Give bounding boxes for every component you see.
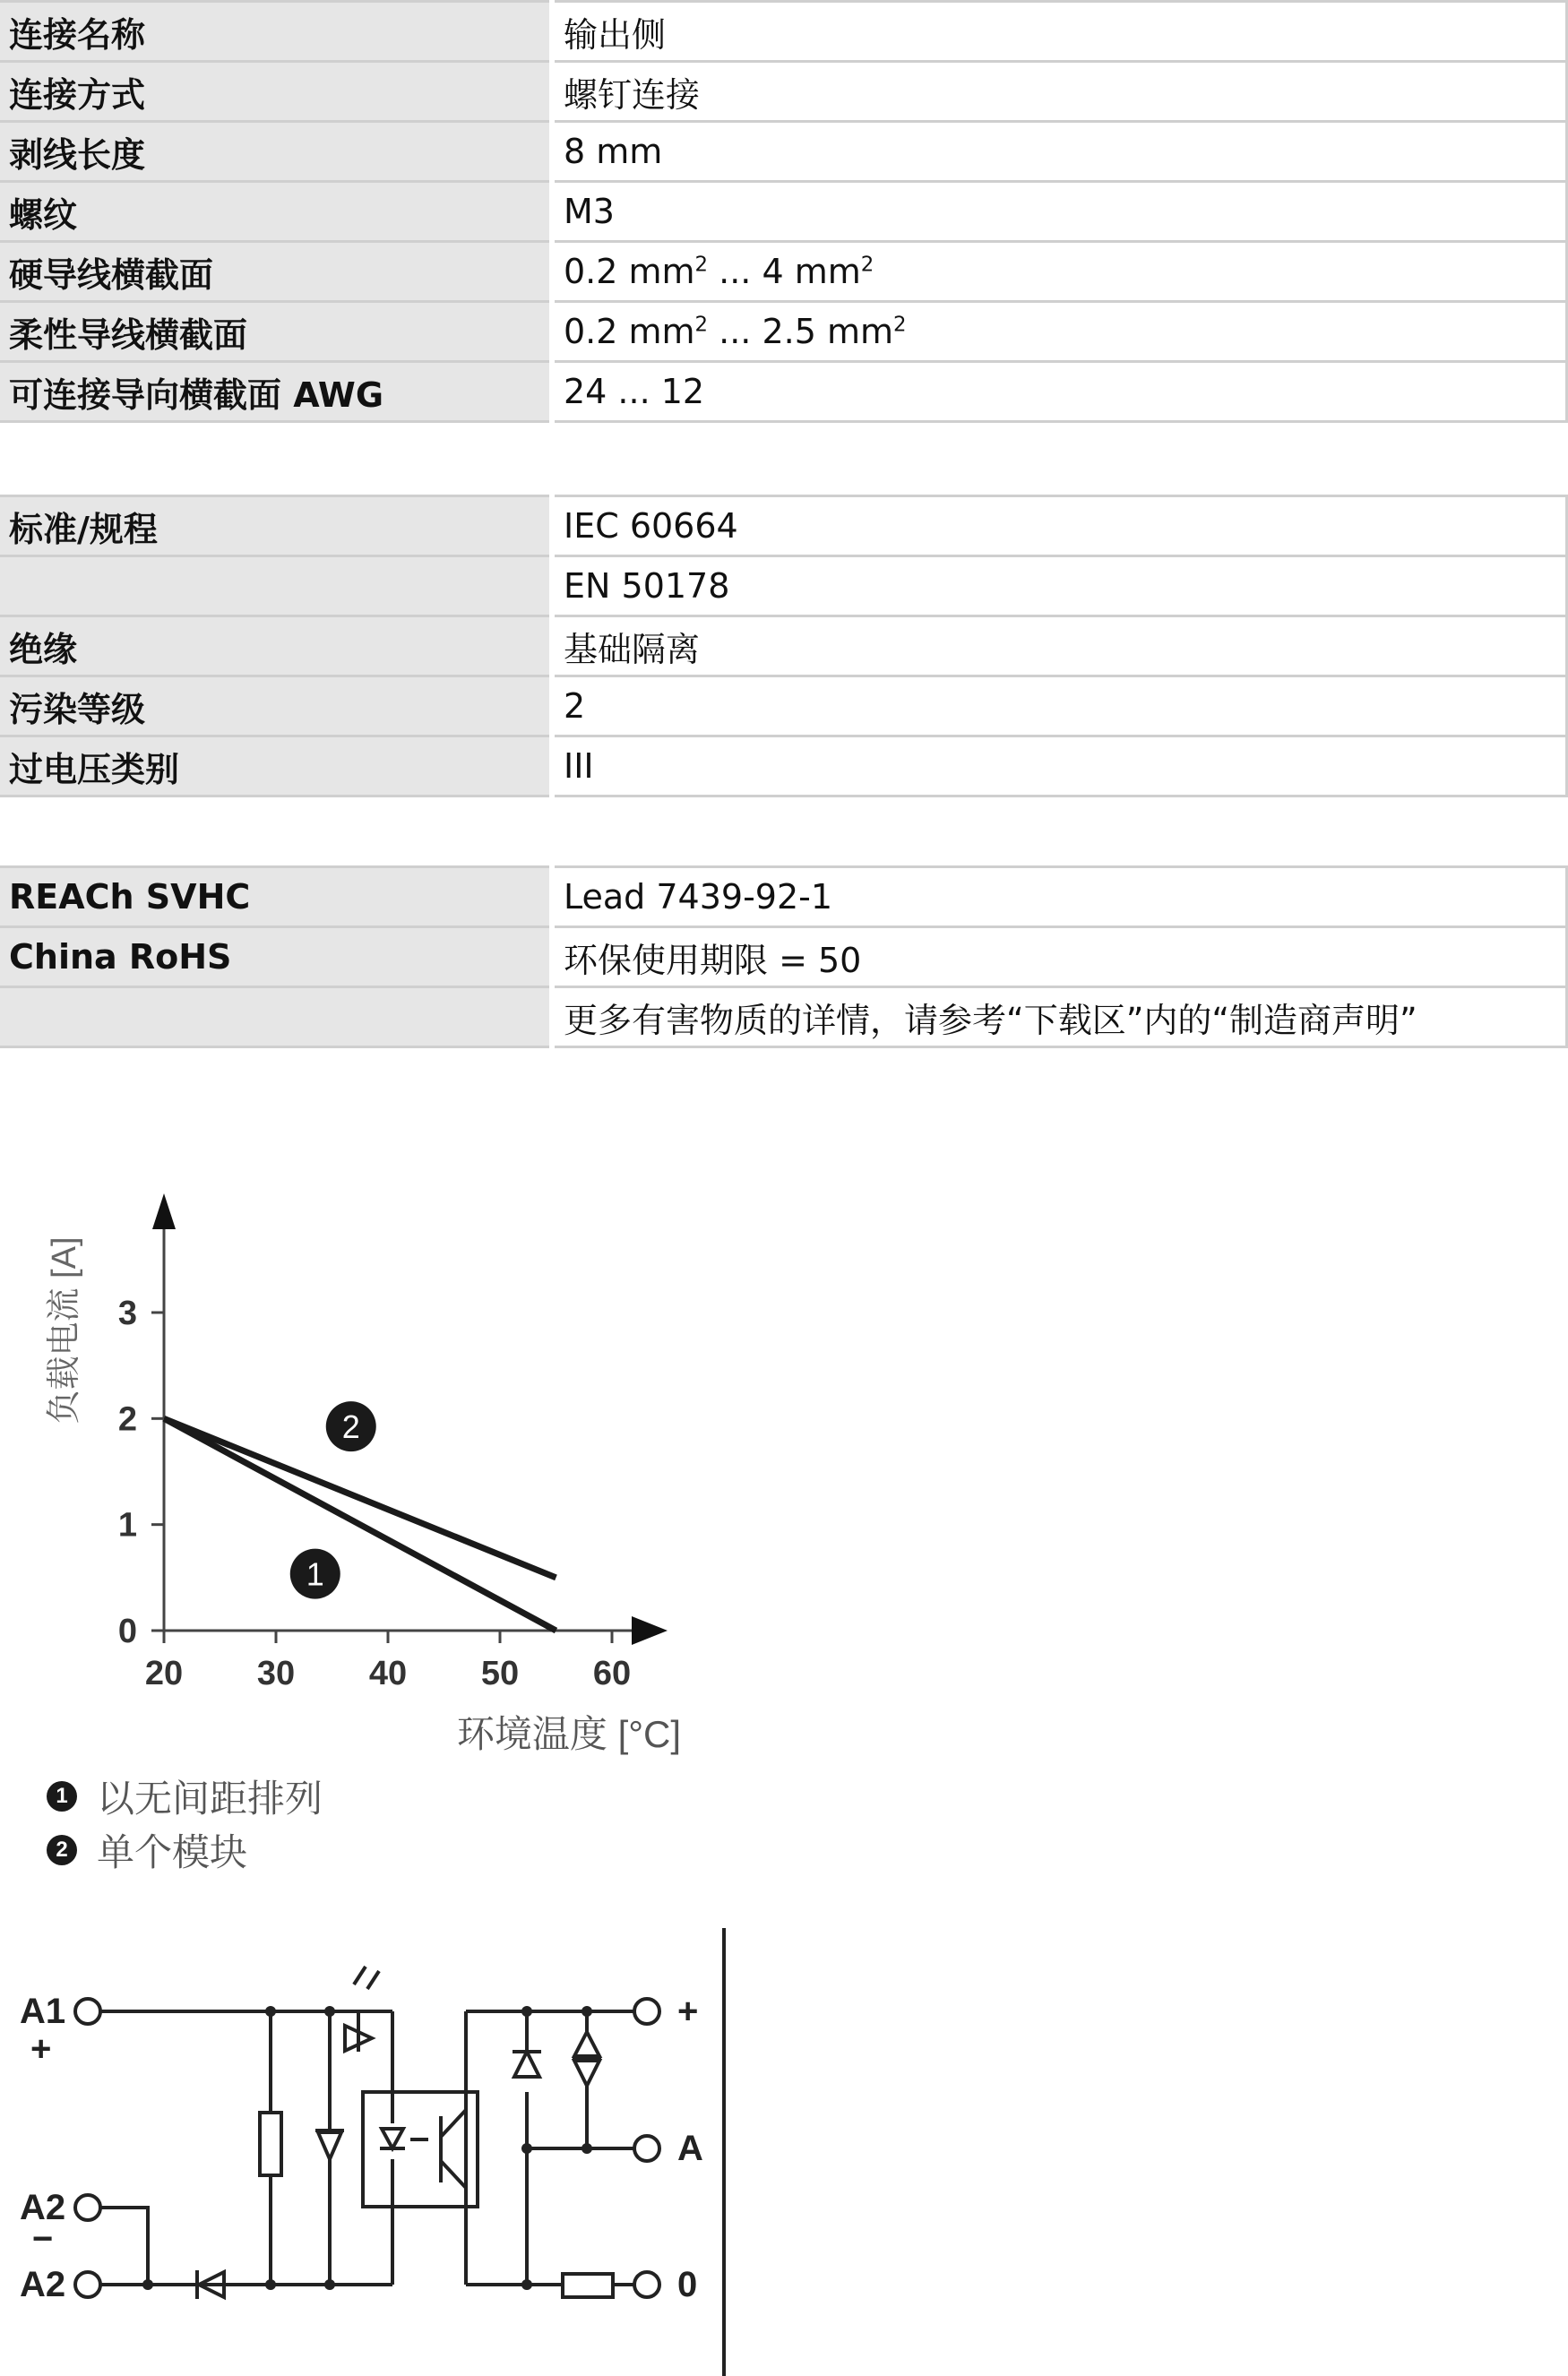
row-label [0, 556, 552, 616]
y-tick-label: 2 [117, 1400, 137, 1439]
row-value: IEC 60664 [552, 496, 1567, 556]
row-label: 连接名称 [0, 2, 552, 62]
terminal-zero [634, 2272, 659, 2297]
row-value: Lead 7439-92-1 [552, 867, 1567, 927]
terminal-a2-bottom [75, 2272, 100, 2297]
row-label: 绝缘 [0, 616, 552, 676]
table-row [0, 2, 1567, 62]
row-value: III [552, 736, 1567, 796]
value-min: 0.2 mm [564, 312, 695, 351]
legend-item [47, 1772, 323, 1821]
connection-spec-table [0, 0, 1568, 423]
row-label: 连接方式 [0, 62, 552, 122]
row-label: REACh SVHC [0, 867, 552, 927]
x-axis-label: 环境温度 [°C] [456, 1713, 682, 1755]
legend-text: 以无间距排列 [97, 1777, 323, 1821]
x-tick-label: 50 [480, 1655, 520, 1692]
row-label: 可连接导向横截面 AWG [0, 362, 552, 422]
row-value: 螺钉连接 [552, 62, 1567, 122]
label-a1: A1 [20, 1992, 66, 2031]
y-axis-label: 负载电流 [A] [46, 1236, 83, 1425]
table-row [0, 736, 1567, 796]
superscript: 2 [893, 313, 907, 337]
legend-item [47, 1826, 247, 1874]
series-marker-label: 1 [306, 1555, 324, 1593]
row-value: 环保使用期限 = 50 [552, 927, 1567, 987]
standards-table [0, 495, 1568, 797]
row-value: 8 mm [552, 122, 1567, 182]
label-a2-bottom: A2 [20, 2265, 66, 2304]
row-value: M3 [552, 182, 1567, 242]
table-row [0, 242, 1567, 302]
row-label: 螺纹 [0, 182, 552, 242]
y-tick-label: 3 [117, 1295, 137, 1332]
table-row [0, 676, 1567, 736]
legend-marker: 1 [47, 1781, 77, 1812]
table-row [0, 62, 1567, 122]
row-value: 24 ... 12 [552, 362, 1567, 422]
row-label: 过电压类别 [0, 736, 552, 796]
table-row [0, 122, 1567, 182]
tvs-diode-icon [573, 2032, 601, 2086]
legend-marker: 2 [47, 1835, 77, 1865]
table-row [0, 556, 1567, 616]
circuit-diagram [0, 1917, 735, 2376]
label-plus-right: + [677, 1992, 699, 2031]
row-value: 2 [552, 676, 1567, 736]
label-a: A [677, 2129, 703, 2168]
row-value: 基础隔离 [552, 616, 1567, 676]
row-value: 更多有害物质的详情，请参考“下载区”内的“制造商声明” [552, 987, 1567, 1047]
label-a2-top: A2 [20, 2188, 66, 2227]
terminal-a2-top [75, 2195, 100, 2220]
chart-series [164, 1418, 556, 1631]
derating-chart [0, 1174, 717, 1765]
series-marker-label: 2 [341, 1408, 360, 1446]
x-axis-arrow [632, 1616, 668, 1645]
legend-text: 单个模块 [97, 1830, 248, 1874]
table-row [0, 987, 1567, 1047]
value-max: ... 4 mm [708, 252, 861, 291]
led-icon [345, 1967, 379, 2051]
row-label: 硬导线横截面 [0, 242, 552, 302]
table-row [0, 927, 1567, 987]
row-label: 标准/规程 [0, 496, 552, 556]
table-row [0, 616, 1567, 676]
chart-axes [152, 1193, 668, 1645]
table-row [0, 362, 1567, 422]
row-value [552, 302, 1567, 362]
resistor-icon [260, 2113, 281, 2175]
x-tick-label: 60 [592, 1655, 632, 1692]
row-label: China RoHS [0, 927, 552, 987]
label-zero: 0 [677, 2265, 698, 2304]
output-diode-icon [513, 2052, 541, 2077]
table-row [0, 302, 1567, 362]
x-tick-label: 30 [256, 1655, 296, 1692]
x-tick-label: 40 [368, 1655, 408, 1692]
y-axis-arrow [152, 1193, 176, 1229]
table-row [0, 182, 1567, 242]
series-line-1 [164, 1418, 556, 1631]
input-diode-icon [315, 2131, 344, 2159]
row-value: 输出侧 [552, 2, 1567, 62]
row-label: 污染等级 [0, 676, 552, 736]
row-value [552, 242, 1567, 302]
terminal-a [634, 2136, 659, 2161]
label-plus-left: + [30, 2029, 52, 2069]
y-tick-label: 1 [117, 1506, 137, 1545]
value-min: 0.2 mm [564, 252, 695, 291]
terminal-plus [634, 1999, 659, 2024]
row-label: 剥线长度 [0, 122, 552, 182]
terminal-a1 [75, 1999, 100, 2024]
superscript: 2 [860, 253, 874, 277]
superscript: 2 [694, 313, 709, 337]
phototransistor-icon [441, 2110, 466, 2188]
superscript: 2 [694, 253, 709, 277]
compliance-table [0, 865, 1568, 1048]
table-row [0, 496, 1567, 556]
y-tick-label: 0 [117, 1613, 137, 1650]
table-row [0, 867, 1567, 927]
value-max: ... 2.5 mm [708, 312, 894, 351]
row-label [0, 987, 552, 1047]
row-label: 柔性导线横截面 [0, 302, 552, 362]
x-tick-label: 20 [144, 1655, 184, 1692]
label-minus: − [32, 2219, 54, 2259]
optocoupler-led-icon [380, 2129, 428, 2148]
output-resistor-icon [563, 2274, 613, 2297]
row-value: EN 50178 [552, 556, 1567, 616]
